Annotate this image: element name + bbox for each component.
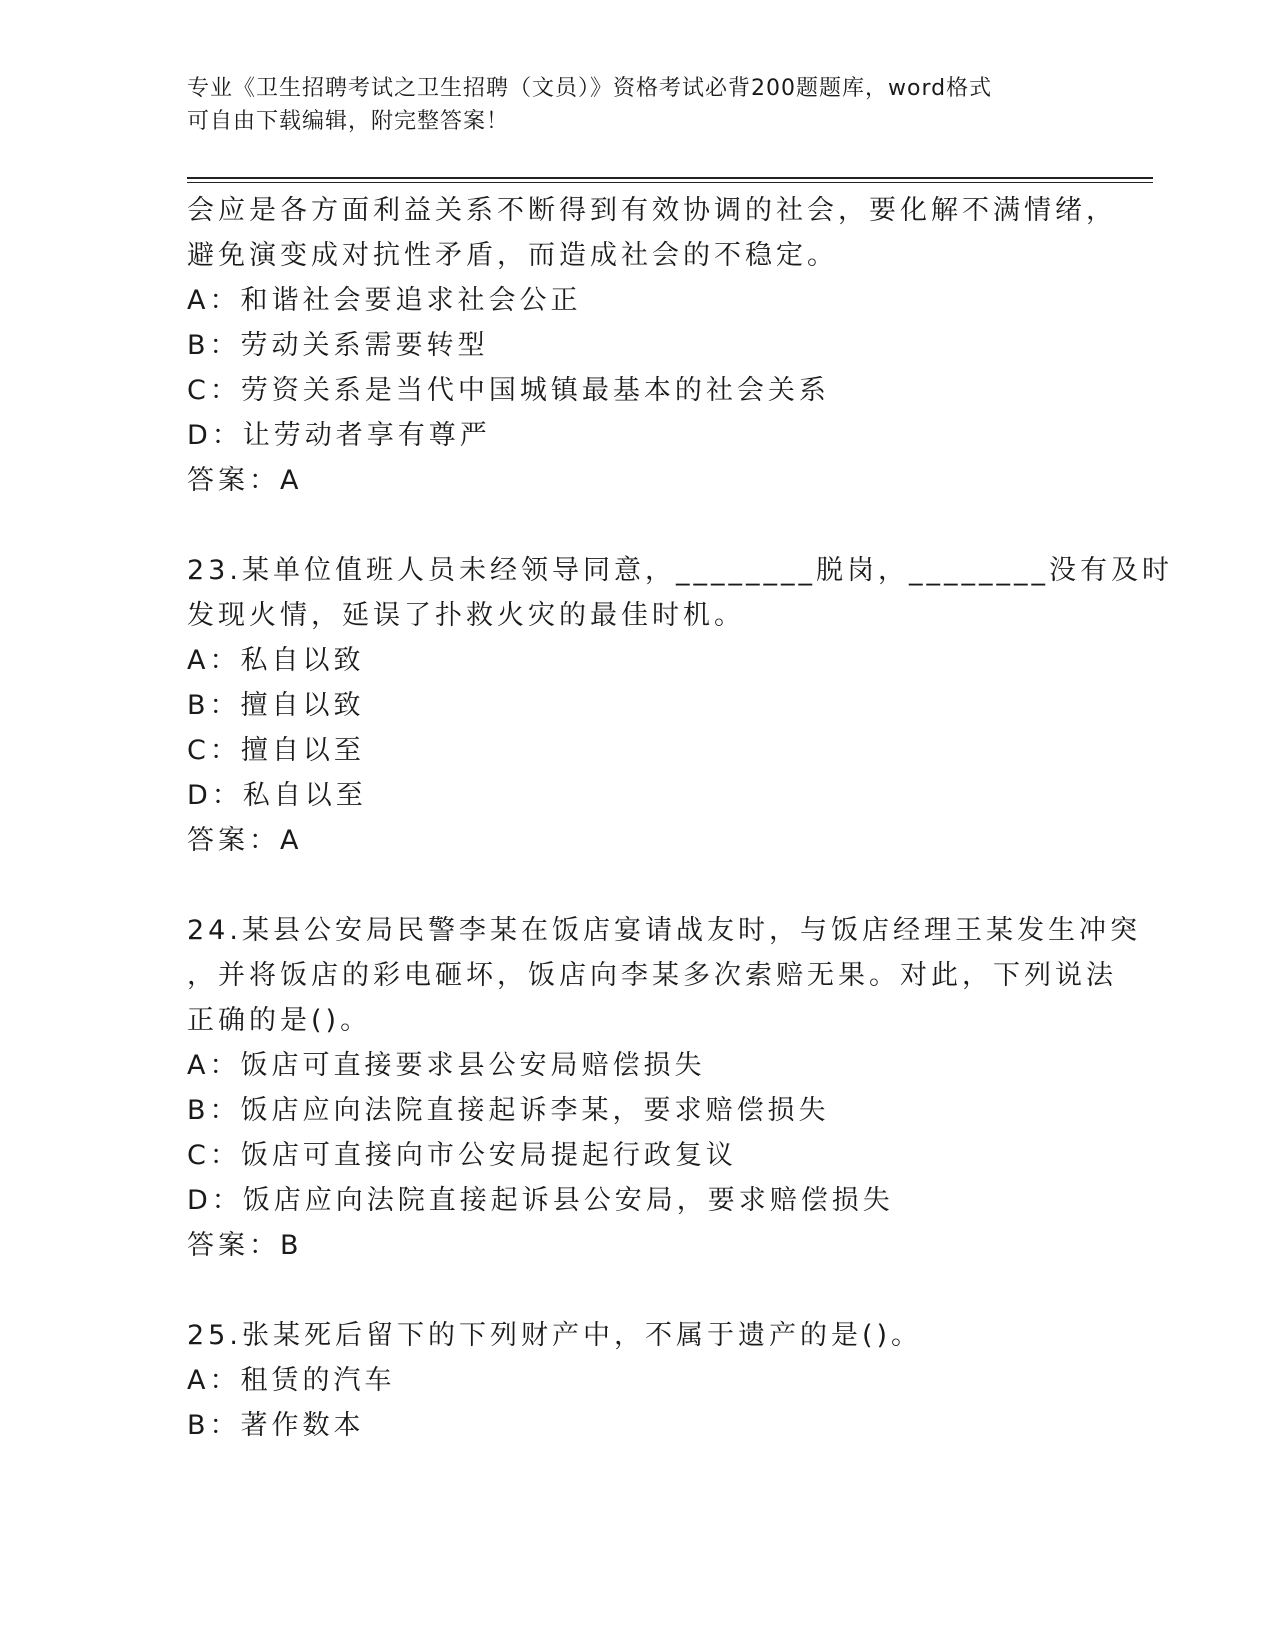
- header-line-1: 专业《卫生招聘考试之卫生招聘（文员）》资格考试必背200题题库，word格式: [187, 76, 993, 101]
- spacer: [187, 863, 1087, 908]
- question-stem-line: 会应是各方面利益关系不断得到有效协调的社会，要化解不满情绪，: [187, 195, 1117, 226]
- question-stem-line: ，并将饭店的彩电砸坏，饭店向李某多次索赔无果。对此，下列说法: [187, 960, 1117, 991]
- answer: 答案：A: [187, 825, 303, 856]
- question-stem-line: 25.张某死后留下的下列财产中，不属于遗产的是()。: [187, 1320, 923, 1351]
- header-rule-thin: [187, 182, 1153, 183]
- answer: 答案：A: [187, 465, 303, 496]
- question-stem-line: 23.某单位值班人员未经领导同意，________脱岗，________没有及时: [187, 555, 1173, 586]
- spacer: [187, 503, 1087, 548]
- option-d: D：私自以至: [187, 780, 367, 811]
- option-a: A：和谐社会要追求社会公正: [187, 285, 582, 316]
- option-c: C：饭店可直接向市公安局提起行政复议: [187, 1140, 737, 1171]
- option-b: B：著作数本: [187, 1410, 365, 1441]
- question-25: [187, 1313, 1087, 1448]
- option-b: B：劳动关系需要转型: [187, 330, 489, 361]
- option-b: B：饭店应向法院直接起诉李某，要求赔偿损失: [187, 1095, 830, 1126]
- question-24: [187, 908, 1141, 1268]
- question-stem-line: 24.某县公安局民警李某在饭店宴请战友时，与饭店经理王某发生冲突: [187, 915, 1141, 946]
- header-rule-thick: [187, 177, 1153, 179]
- document-header: [187, 72, 1067, 138]
- question-list: [187, 188, 1173, 1448]
- question-23: [187, 548, 1173, 863]
- question-stem-line: 正确的是()。: [187, 1005, 372, 1036]
- option-c: C：劳资关系是当代中国城镇最基本的社会关系: [187, 375, 830, 406]
- question-22: [187, 188, 1117, 503]
- option-a: A：租赁的汽车: [187, 1365, 396, 1396]
- question-stem-line: 避免演变成对抗性矛盾，而造成社会的不稳定。: [187, 240, 838, 271]
- option-a: A：私自以致: [187, 645, 365, 676]
- option-a: A：饭店可直接要求县公安局赔偿损失: [187, 1050, 706, 1081]
- option-b: B：擅自以致: [187, 690, 365, 721]
- option-d: D：让劳动者享有尊严: [187, 420, 491, 451]
- question-stem-line: 发现火情，延误了扑救火灾的最佳时机。: [187, 600, 745, 631]
- header-line-2: 可自由下载编辑，附完整答案！: [187, 109, 510, 134]
- option-c: C：擅自以至: [187, 735, 365, 766]
- answer: 答案：B: [187, 1230, 303, 1261]
- spacer: [187, 1268, 1087, 1313]
- option-d: D：饭店应向法院直接起诉县公安局，要求赔偿损失: [187, 1185, 894, 1216]
